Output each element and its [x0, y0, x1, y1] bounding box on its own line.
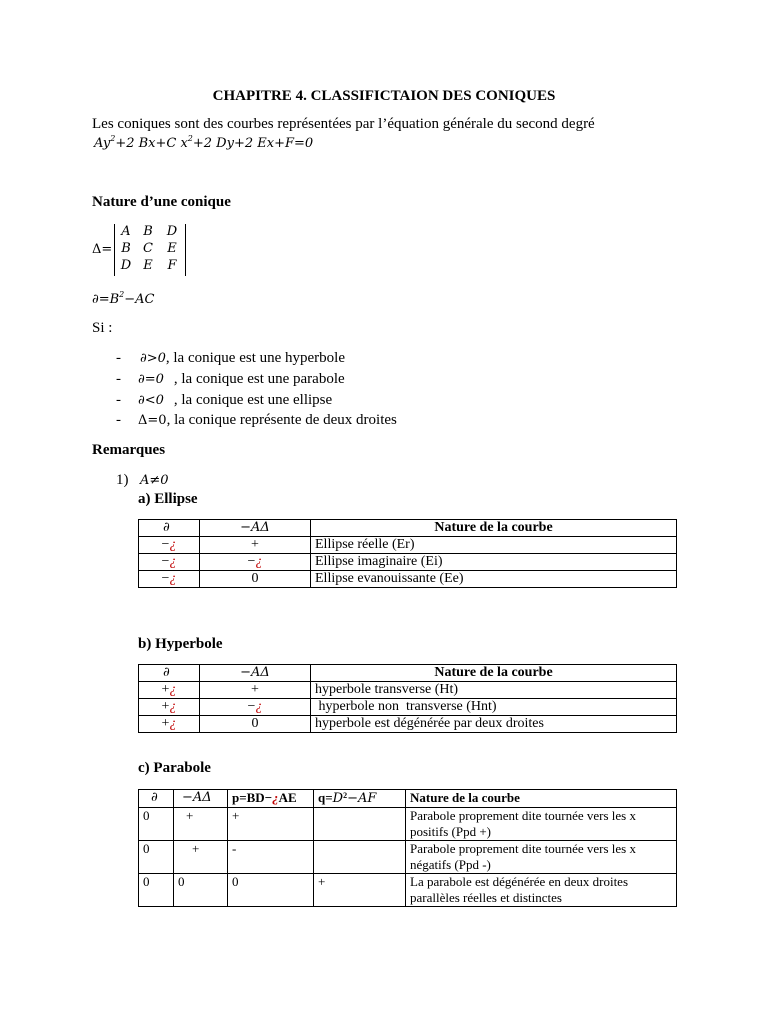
cell-nature: Parabole proprement dite tournée vers les x négatifs (Ppd -): [406, 841, 677, 874]
table-row: [139, 537, 677, 554]
cell-partial: +¿: [139, 699, 200, 716]
case-dash: -: [116, 350, 121, 366]
cell-partial: +¿: [139, 716, 200, 733]
table-row: [139, 716, 677, 733]
cell-partial: +¿: [139, 682, 200, 699]
matrix-cell: F: [167, 258, 177, 273]
header-partial: ∂: [139, 665, 200, 682]
cell-nature: Parabole proprement dite tournée vers les x positifs (Ppd +): [406, 808, 677, 841]
cell-minus-a-delta: +: [200, 537, 311, 554]
hyperbole-table: [138, 664, 677, 733]
cell-p: -: [228, 841, 314, 874]
ellipse-heading: a) Ellipse: [138, 491, 198, 507]
cell-p: 0: [228, 874, 314, 907]
cell-minus-a-delta: 0: [174, 874, 228, 907]
cell-q: +: [314, 874, 406, 907]
general-equation: $Ay^2+2$ Bx+C $x^2+2$ Dy+2 Ex+F=0: [94, 134, 314, 151]
item-condition: A≠0: [140, 473, 169, 488]
cell-nature: La parabole est dégénérée en deux droites parallèles réelles et distinctes: [406, 874, 677, 907]
ellipse-table: [138, 519, 677, 588]
table-header-row: [139, 520, 677, 537]
intro-text: Les coniques sont des courbes représentées par l’équation générale du second degré: [92, 116, 595, 132]
cell-nature: hyperbole est dégénérée par deux droites: [311, 716, 677, 733]
header-minus-a-delta: −AΔ: [200, 665, 311, 682]
case-dash: -: [116, 392, 121, 408]
header-nature: Nature de la courbe: [406, 790, 677, 808]
cell-partial: 0: [139, 874, 174, 907]
cell-minus-a-delta: 0: [200, 716, 311, 733]
cell-q: [314, 808, 406, 841]
case-dash: -: [116, 412, 121, 428]
header-q: $q=D^2-AF$: [314, 790, 406, 808]
table-row: [139, 554, 677, 571]
cell-partial: 0: [139, 808, 174, 841]
parabole-table: [138, 789, 677, 907]
cell-partial: 0: [139, 841, 174, 874]
cell-p: +: [228, 808, 314, 841]
cell-minus-a-delta: +: [200, 682, 311, 699]
determinant-matrix: [114, 224, 186, 276]
case-dash: -: [116, 371, 121, 387]
matrix-cell: E: [167, 241, 177, 256]
cell-minus-a-delta: +: [174, 808, 228, 841]
matrix-cell: B: [143, 224, 153, 239]
matrix-cell: D: [166, 224, 178, 239]
case-item: Δ=0, la conique représente de deux droites: [138, 412, 397, 428]
table-row: [139, 808, 677, 841]
table-row: [139, 841, 677, 874]
cell-minus-a-delta: −¿: [200, 554, 311, 571]
cell-partial: −¿: [139, 554, 200, 571]
case-item: ∂>0, la conique est une hyperbole: [140, 350, 345, 366]
header-partial: ∂: [139, 790, 174, 808]
matrix-cell: E: [143, 258, 153, 273]
partial-equation: $\partial=B^2-AC$: [92, 290, 155, 307]
case-item: ∂<0 , la conique est une ellipse: [138, 392, 333, 408]
matrix-cell: B: [121, 241, 131, 256]
table-header-row: [139, 790, 677, 808]
remarques-heading: Remarques: [92, 442, 166, 458]
cell-nature: Ellipse evanouissante (Ee): [311, 571, 677, 588]
cell-nature: Ellipse réelle (Er): [311, 537, 677, 554]
cell-nature: hyperbole transverse (Ht): [311, 682, 677, 699]
header-minus-a-delta: −AΔ: [200, 520, 311, 537]
header-p: p=BD−¿AE: [228, 790, 314, 808]
cell-minus-a-delta: −¿: [200, 699, 311, 716]
delta-label: Δ=: [92, 242, 113, 257]
case-item: ∂=0 , la conique est une parabole: [138, 371, 345, 387]
matrix-cell: D: [120, 258, 132, 273]
si-label: Si :: [92, 320, 113, 336]
matrix-cell: A: [121, 224, 131, 239]
nature-heading: Nature d’une conique: [92, 194, 231, 210]
cell-q: [314, 841, 406, 874]
page-title: CHAPITRE 4. CLASSIFICTAION DES CONIQUES: [212, 88, 556, 104]
parabole-heading: c) Parabole: [138, 760, 211, 776]
cell-nature: Ellipse imaginaire (Ei): [311, 554, 677, 571]
table-row: [139, 571, 677, 588]
table-row: [139, 682, 677, 699]
table-row: [139, 699, 677, 716]
hyperbole-heading: b) Hyperbole: [138, 636, 223, 652]
cell-partial: −¿: [139, 571, 200, 588]
header-nature: Nature de la courbe: [311, 520, 677, 537]
table-header-row: [139, 665, 677, 682]
header-minus-a-delta: −AΔ: [174, 790, 228, 808]
cell-partial: −¿: [139, 537, 200, 554]
cell-minus-a-delta: 0: [200, 571, 311, 588]
header-partial: ∂: [139, 520, 200, 537]
matrix-cell: C: [143, 241, 153, 256]
header-nature: Nature de la courbe: [311, 665, 677, 682]
cell-minus-a-delta: +: [174, 841, 228, 874]
item-number: 1): [116, 472, 129, 488]
cell-nature: hyperbole non transverse (Hnt): [311, 699, 677, 716]
table-row: [139, 874, 677, 907]
